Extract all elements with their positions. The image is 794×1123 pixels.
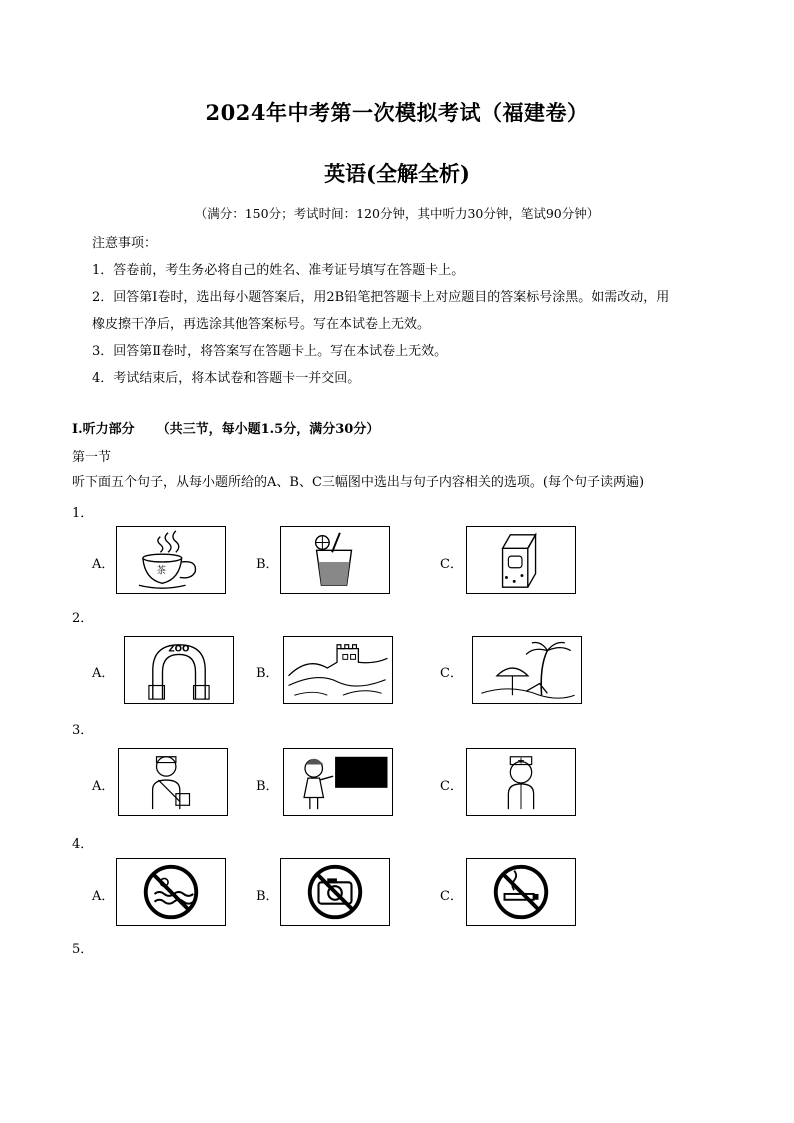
option-label: B．	[256, 889, 279, 904]
question-number: 1．	[72, 506, 94, 521]
great-wall-icon[interactable]	[283, 636, 393, 704]
option-label: C．	[440, 889, 463, 904]
option-label: C．	[440, 557, 463, 572]
option-label: B．	[256, 557, 279, 572]
section-heading-note: （共三节，每小题1.5分，满分30分）	[156, 422, 380, 437]
juice-glass-icon[interactable]	[280, 526, 390, 594]
zoo-text: ZOO	[168, 644, 190, 655]
option-label: A．	[92, 666, 115, 681]
note-item: 1．答卷前，考生务必将自己的姓名、准考证号填写在答题卡上。	[92, 263, 465, 278]
part-instruction: 听下面五个句子，从每小题所给的A、B、C三幅图中选出与句子内容相关的选项。(每个句子读两遍)	[72, 475, 645, 490]
question-number: 4．	[72, 837, 94, 852]
no-smoking-icon[interactable]	[466, 858, 576, 926]
question-number: 5．	[72, 942, 94, 957]
tea-char: 茶	[156, 565, 167, 577]
page-subtitle: 英语(全解全析)	[324, 161, 470, 186]
zoo-gate-icon[interactable]	[124, 636, 234, 704]
option-label: A．	[92, 779, 115, 794]
section-heading	[72, 418, 379, 437]
note-item: 橡皮擦干净后，再选涂其他答案标号。写在本试卷上无效。	[92, 317, 431, 332]
option-label: A．	[92, 557, 115, 572]
exam-meta: （满分：150分；考试时间：120分钟，其中听力30分钟，笔试90分钟）	[194, 206, 600, 221]
question-number: 3．	[72, 723, 94, 738]
postman-icon[interactable]	[118, 748, 228, 816]
section-heading-text: I.听力部分	[72, 422, 135, 437]
beach-icon[interactable]	[472, 636, 582, 704]
note-item: 3．回答第Ⅱ卷时，将答案写在答题卡上。写在本试卷上无效。	[92, 344, 448, 359]
milk-carton-icon[interactable]	[466, 526, 576, 594]
tea-cup-icon[interactable]	[116, 526, 226, 594]
no-photos-icon[interactable]	[280, 858, 390, 926]
question-number: 2．	[72, 611, 94, 626]
part-heading: 第一节	[72, 450, 112, 465]
teacher-icon[interactable]	[283, 748, 393, 816]
notes-list	[92, 257, 732, 392]
option-label: C．	[440, 779, 463, 794]
note-item: 4．考试结束后，将本试卷和答题卡一并交回。	[92, 371, 361, 386]
option-label: B．	[256, 779, 279, 794]
note-item: 2．回答第Ⅰ卷时，选出每小题答案后，用2B铅笔把答题卡上对应题目的答案标号涂黑。如需改动，用	[92, 290, 670, 305]
page-title: 2024年中考第一次模拟考试（福建卷）	[205, 100, 589, 125]
doctor-icon[interactable]	[466, 748, 576, 816]
option-label: B．	[256, 666, 279, 681]
no-swimming-icon[interactable]	[116, 858, 226, 926]
notes-title: 注意事项：	[92, 236, 158, 251]
option-label: A．	[92, 889, 115, 904]
option-label: C．	[440, 666, 463, 681]
